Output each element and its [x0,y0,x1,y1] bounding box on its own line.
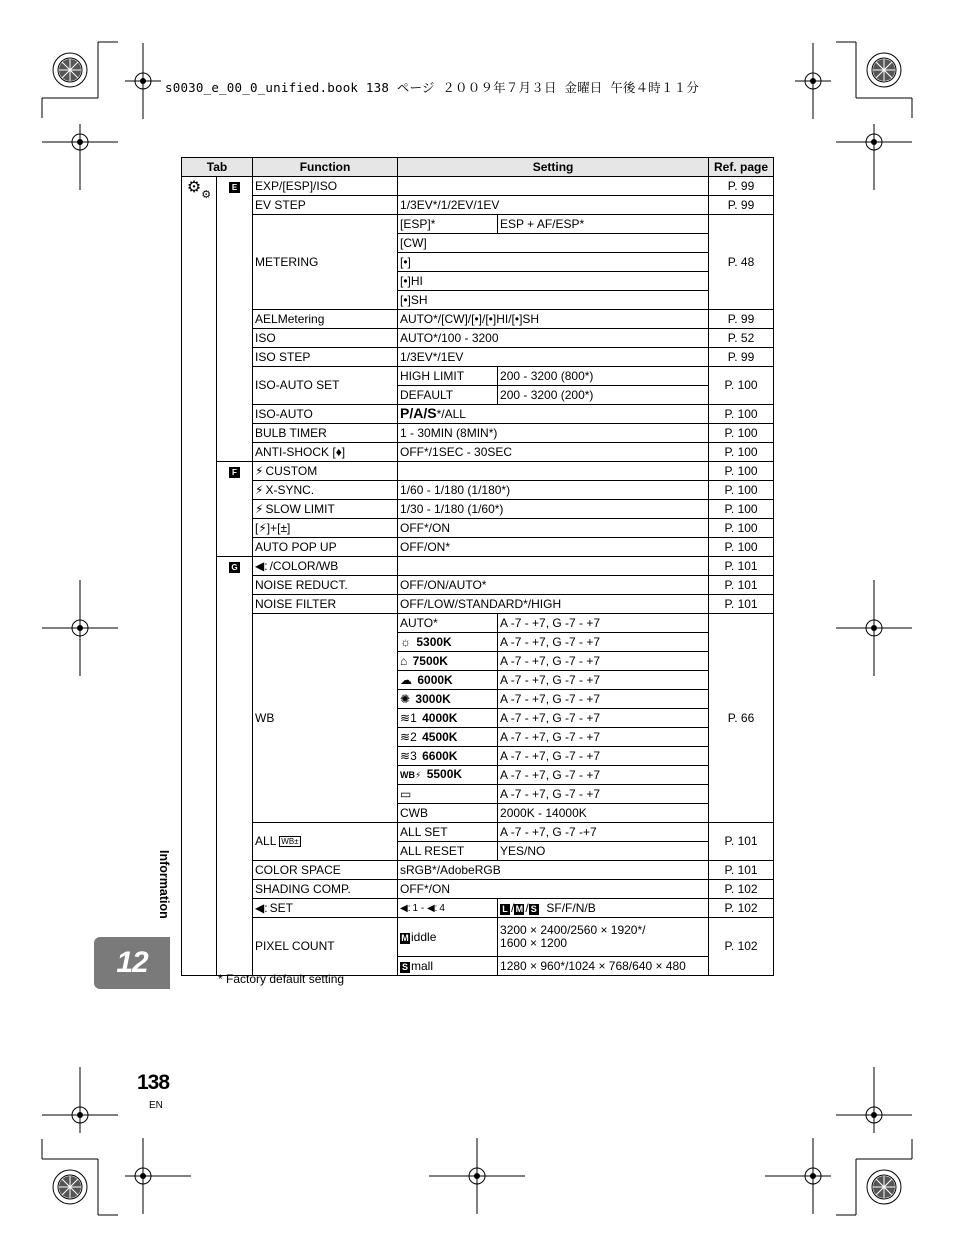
table-row [182,367,774,386]
setting-cell: OFF*/1SEC - 30SEC [398,443,709,462]
table-row [182,500,774,519]
setting-cell: P/A/S*/ALL [398,405,709,424]
col-header-function: Function [253,158,398,177]
ref-cell: P. 100 [709,481,774,500]
table-row [182,557,774,576]
setting-cell [398,557,709,576]
metering-option: [•]HI [398,272,709,291]
flash-icon: ⚡ [255,482,264,497]
ref-cell: P. 100 [709,443,774,462]
language-code: EN [149,1100,163,1111]
setting-cell: OFF*/ON [398,880,709,899]
wb-value: A -7 - +7, G -7 - +7 [498,766,709,785]
ref-cell: P. 101 [709,861,774,880]
submenu-e-icon: E [229,182,240,193]
fluorescent-3-icon: ≋3 [400,748,417,763]
setting-cell: 1/60 - 1/180 (1/180*) [398,481,709,500]
setting-cell: AUTO*/[CW]/[•]/[•]HI/[•]SH [398,310,709,329]
ref-cell: P. 52 [709,329,774,348]
table-row [182,823,774,842]
ref-cell: P. 99 [709,196,774,215]
wb-value: A -7 - +7, G -7 - +7 [498,690,709,709]
ref-cell: P. 100 [709,405,774,424]
setting-cell: OFF/ON* [398,538,709,557]
sub-label: ALL SET [398,823,498,842]
chapter-tab: 12 [94,937,170,989]
wb-value: A -7 - +7, G -7 - +7 [498,728,709,747]
shade-icon: ⌂ [400,653,408,668]
ref-cell: P. 101 [709,595,774,614]
setting-cell: AUTO*/100 - 3200 [398,329,709,348]
col-header-setting: Setting [398,158,709,177]
ref-cell: P. 48 [709,215,774,310]
table-row [182,481,774,500]
ref-cell: P. 102 [709,918,774,976]
ref-cell: P. 100 [709,367,774,405]
flash-icon: ⚡ [255,463,264,478]
setting-cell: 1/3EV*/1EV [398,348,709,367]
function-cell: ANTI-SHOCK [♦] [253,443,398,462]
function-cell: SHADING COMP. [253,880,398,899]
wb-option: WB⚡ 5500K [398,766,498,785]
wb-value: A -7 - +7, G -7 - +7 [498,614,709,633]
ref-cell: P. 102 [709,899,774,918]
settings-table [181,157,774,976]
wb-value: A -7 - +7, G -7 - +7 [498,709,709,728]
setting-cell: L /M / S SF/F/N/B [498,899,709,918]
page-number: 138 [137,1071,170,1094]
fluorescent-2-icon: ≋2 [400,729,417,744]
small-size-icon: S [530,903,537,914]
metering-option: [ESP]* [398,215,498,234]
table-row [182,215,774,234]
metering-option: [•]SH [398,291,709,310]
wb-option: ≋1 4000K [398,709,498,728]
function-cell: ISO-AUTO SET [253,367,398,405]
function-cell: ISO [253,329,398,348]
submenu-f-icon: F [229,467,240,478]
metering-option: [•] [398,253,709,272]
table-row [182,899,774,918]
function-cell: ISO STEP [253,348,398,367]
wb-flash-icon: WB⚡ [400,770,422,780]
table-row [182,177,774,196]
wb-option: ✺ 3000K [398,690,498,709]
footnote: * Factory default setting [218,972,345,986]
wb-option: ☼ 5300K [398,633,498,652]
one-touch-wb-icon: ▭ [400,786,412,801]
wb-option: ⌂ 7500K [398,652,498,671]
sub-label: DEFAULT [398,386,498,405]
ref-cell: P. 100 [709,424,774,443]
function-cell: NOISE REDUCT. [253,576,398,595]
ref-cell: P. 99 [709,177,774,196]
wb-option: ≋2 4500K [398,728,498,747]
function-cell: WB [253,614,398,823]
quality-icon: ◀: [426,903,438,914]
setting-cell: OFF*/ON [398,519,709,538]
metering-option: [CW] [398,234,709,253]
function-cell: METERING [253,215,398,310]
setting-cell: OFF/LOW/STANDARD*/HIGH [398,595,709,614]
wb-option: ≋3 6600K [398,747,498,766]
quality-icon: ◀: [255,558,268,573]
fluorescent-1-icon: ≋1 [400,710,417,725]
table-row [182,880,774,899]
wb-option: AUTO* [398,614,498,633]
sub-value: 200 - 3200 (800*) [498,367,709,386]
function-cell: AUTO POP UP [253,538,398,557]
function-cell: ◀: SET [253,899,398,918]
sub-label: HIGH LIMIT [398,367,498,386]
col-header-ref: Ref. page [709,158,774,177]
submenu-tab-f [217,462,253,557]
section-side-label: Information [157,850,171,919]
sunny-icon: ☼ [400,634,412,649]
custom-menu-tab-cell [182,177,217,976]
wb-value: A -7 - +7, G -7 - +7 [498,671,709,690]
wb-value: A -7 - +7, G -7 - +7 [498,633,709,652]
function-cell: PIXEL COUNT [253,918,398,976]
table-header-row [182,158,774,177]
table-row [182,348,774,367]
function-cell: BULB TIMER [253,424,398,443]
ref-cell: P. 100 [709,519,774,538]
table-row [182,424,774,443]
ref-cell: P. 100 [709,462,774,481]
gears-icon: $⚙_⚙$ [186,179,212,201]
ref-cell: P. 66 [709,614,774,823]
wb-value: 2000K - 14000K [498,804,709,823]
metering-detail: ESP + AF/ESP* [498,215,709,234]
table-row [182,861,774,880]
wb-option [398,785,498,804]
middle-size-icon: M [515,903,524,914]
small-size-icon: S [402,961,409,972]
function-cell: [⚡]+[±] [253,519,398,538]
table-row [182,538,774,557]
function-cell: NOISE FILTER [253,595,398,614]
ref-cell: P. 101 [709,576,774,595]
table-row [182,443,774,462]
sub-value: 3200 × 2400/2560 × 1920*/ 1600 × 1200 [498,918,709,957]
wb-option: CWB [398,804,498,823]
tungsten-icon: ✺ [400,691,411,706]
print-header-line: s0030_e_00_0_unified.book 138 ページ ２００９年７月３日 金曜日 午後４時１１分 [165,80,700,95]
submenu-tab-e [217,177,253,462]
table-row [182,196,774,215]
quality-icon: ◀: [255,900,268,915]
table-row [182,329,774,348]
sub-value: 1280 × 960*/1024 × 768/640 × 480 [498,957,709,976]
table-row [182,595,774,614]
ref-cell: P. 100 [709,500,774,519]
sub-label: ALL RESET [398,842,498,861]
flash-icon: ⚡ [255,501,264,516]
setting-cell: OFF/ON/AUTO* [398,576,709,595]
function-cell: AELMetering [253,310,398,329]
wb-value: A -7 - +7, G -7 - +7 [498,747,709,766]
function-cell: ISO-AUTO [253,405,398,424]
ref-cell: P. 102 [709,880,774,899]
setting-cell [398,462,709,481]
ref-cell: P. 99 [709,310,774,329]
ref-cell: P. 100 [709,538,774,557]
function-cell: ◀: /COLOR/WB [253,557,398,576]
function-cell: ⚡ X-SYNC. [253,481,398,500]
submenu-tab-g [217,557,253,976]
ref-cell: P. 99 [709,348,774,367]
table-row [182,519,774,538]
function-cell: EXP/[ESP]/ISO [253,177,398,196]
function-cell: ⚡ SLOW LIMIT [253,500,398,519]
setting-cell [398,177,709,196]
table-row [182,462,774,481]
wb-value: A -7 - +7, G -7 - +7 [498,652,709,671]
setting-cell: ◀: 1 - ◀: 4 [398,899,498,918]
wb-option: ☁ 6000K [398,671,498,690]
table-row [182,576,774,595]
function-cell: ALL WB± [253,823,398,861]
middle-size-icon: M [401,932,409,943]
wb-value: A -7 - +7, G -7 - +7 [498,785,709,804]
sub-value: 200 - 3200 (200*) [498,386,709,405]
sub-label: M iddle [398,918,498,957]
sub-value: YES/NO [498,842,709,861]
sub-value: A -7 - +7, G -7 -+7 [498,823,709,842]
function-cell: EV STEP [253,196,398,215]
quality-icon: ◀: [400,903,411,914]
large-size-icon: L [500,904,510,915]
table-row [182,405,774,424]
sub-label: S mall [398,957,498,976]
wb-compensation-icon: WB± [281,837,299,847]
table-row [182,918,774,957]
setting-cell: 1/30 - 1/180 (1/60*) [398,500,709,519]
table-row [182,310,774,329]
function-cell: ⚡ CUSTOM [253,462,398,481]
ref-cell: P. 101 [709,557,774,576]
setting-cell: sRGB*/AdobeRGB [398,861,709,880]
function-cell: COLOR SPACE [253,861,398,880]
setting-cell: 1/3EV*/1/2EV/1EV [398,196,709,215]
cloudy-icon: ☁ [400,672,413,687]
setting-cell: 1 - 30MIN (8MIN*) [398,424,709,443]
ref-cell: P. 101 [709,823,774,861]
submenu-g-icon: G [229,562,240,573]
table-row [182,614,774,633]
col-header-tab: Tab [182,158,253,177]
